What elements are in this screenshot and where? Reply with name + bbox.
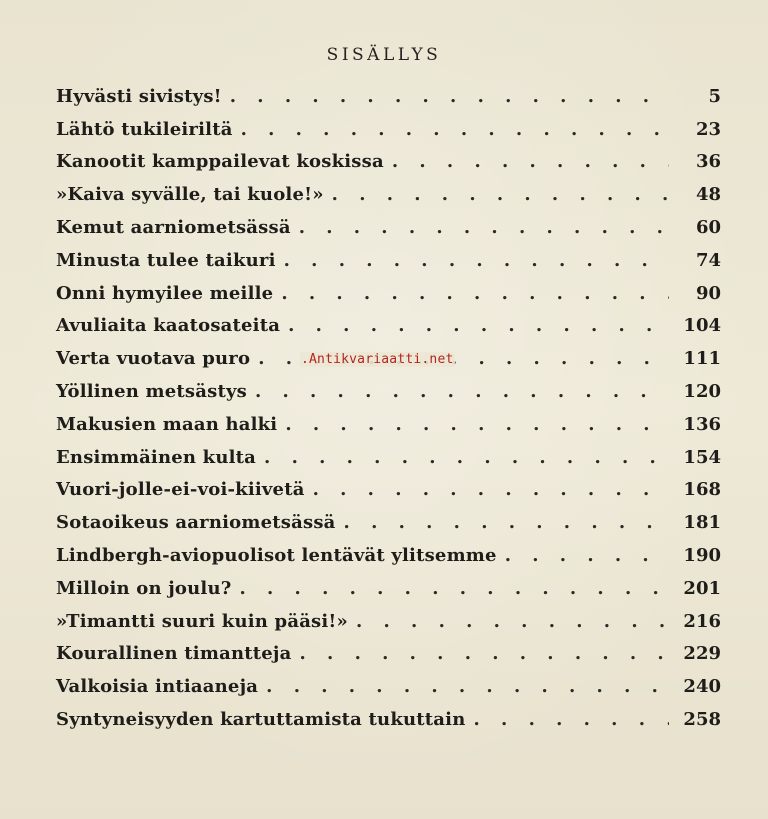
toc-entry-title: Makusien maan halki	[56, 413, 278, 435]
toc-entry-title: Vuori-jolle-ei-voi-kiivetä	[56, 479, 305, 501]
toc-entry-page-number: 181	[683, 512, 721, 534]
toc-entry-title: Yöllinen metsästys	[56, 381, 247, 403]
table-of-contents	[56, 80, 721, 736]
toc-entry-page-number: 5	[708, 85, 721, 107]
toc-entry	[56, 474, 721, 507]
toc-entry	[56, 375, 721, 408]
toc-entry-page-number: 154	[683, 446, 721, 468]
toc-entry-page-number: 229	[683, 643, 721, 665]
toc-entry	[56, 441, 721, 474]
toc-entry-page-number: 240	[683, 676, 721, 698]
dot-leader	[356, 611, 669, 632]
dot-leader	[230, 86, 669, 107]
toc-entry-title: Syntyneisyyden kartuttamista tukuttain	[56, 709, 466, 731]
toc-entry-title: Lindbergh-aviopuolisot lentävät ylitsemme	[56, 545, 497, 567]
toc-entry	[56, 506, 721, 539]
toc-entry-page-number: 48	[695, 184, 721, 206]
toc-entry-title: Verta vuotava puro	[56, 348, 251, 370]
toc-entry-title: Avuliaita kaatosateita	[56, 315, 281, 337]
toc-entry-title: Milloin on joulu?	[56, 577, 232, 599]
toc-entry	[56, 146, 721, 179]
toc-entry-title: Lähtö tukileiriltä	[56, 118, 233, 140]
toc-entry-title: Ensimmäinen kulta	[56, 446, 257, 468]
toc-entry-page-number: 36	[695, 151, 721, 173]
toc-entry-title: Kemut aarniometsässä	[56, 217, 291, 239]
toc-entry	[56, 572, 721, 605]
dot-leader	[313, 479, 669, 500]
toc-entry	[56, 638, 721, 671]
dot-leader	[241, 119, 669, 140]
toc-entry-page-number: 111	[683, 348, 721, 370]
toc-entry	[56, 211, 721, 244]
dot-leader	[344, 512, 669, 533]
toc-entry-title: Sotaoikeus aarniometsässä	[56, 512, 336, 534]
dot-leader	[266, 676, 669, 697]
toc-entry	[56, 244, 721, 277]
toc-entry-page-number: 104	[683, 315, 721, 337]
dot-leader	[255, 381, 669, 402]
toc-entry	[56, 605, 721, 638]
dot-leader	[281, 283, 669, 304]
toc-entry-title: Minusta tulee taikuri	[56, 249, 276, 271]
toc-entry-page-number: 168	[683, 479, 721, 501]
dot-leader	[288, 315, 669, 336]
toc-entry-page-number: 258	[683, 709, 721, 731]
toc-entry-page-number: 201	[683, 577, 721, 599]
dot-leader	[505, 545, 669, 566]
toc-entry-page-number: 90	[695, 282, 721, 304]
toc-entry-page-number: 23	[695, 118, 721, 140]
dot-leader	[392, 151, 669, 172]
toc-entry	[56, 670, 721, 703]
toc-entry-page-number: 216	[683, 610, 721, 632]
toc-entry-page-number: 190	[683, 545, 721, 567]
toc-entry-title: Hyvästi sivistys!	[56, 85, 222, 107]
dot-leader	[239, 578, 669, 599]
toc-entry-title: Kourallinen timantteja	[56, 643, 292, 665]
toc-entry	[56, 113, 721, 146]
toc-entry	[56, 277, 721, 310]
toc-entry-title: Kanootit kamppailevat koskissa	[56, 151, 384, 173]
toc-entry-title: Onni hymyilee meille	[56, 282, 274, 304]
dot-leader	[332, 184, 669, 205]
dot-leader	[284, 250, 669, 271]
toc-entry-title: Valkoisia intiaaneja	[56, 676, 259, 698]
dot-leader	[264, 447, 669, 468]
toc-entry-page-number: 60	[695, 217, 721, 239]
toc-entry	[56, 310, 721, 343]
toc-entry-page-number: 120	[683, 381, 721, 403]
toc-entry	[56, 408, 721, 441]
dot-leader	[285, 414, 669, 435]
dot-leader	[474, 709, 670, 730]
toc-entry-page-number: 136	[683, 413, 721, 435]
toc-entry	[56, 80, 721, 113]
toc-entry-title: »Timantti suuri kuin pääsi!»	[56, 610, 348, 632]
dot-leader	[299, 217, 669, 238]
toc-entry-title: »Kaiva syvälle, tai kuole!»	[56, 184, 324, 206]
watermark-text: .Antikvariaatti.net	[301, 352, 454, 367]
toc-entry	[56, 703, 721, 736]
dot-leader	[300, 643, 670, 664]
toc-entry-page-number: 74	[695, 249, 721, 271]
page-title: SISÄLLYS	[326, 45, 442, 66]
toc-entry	[56, 178, 721, 211]
toc-entry	[56, 539, 721, 572]
